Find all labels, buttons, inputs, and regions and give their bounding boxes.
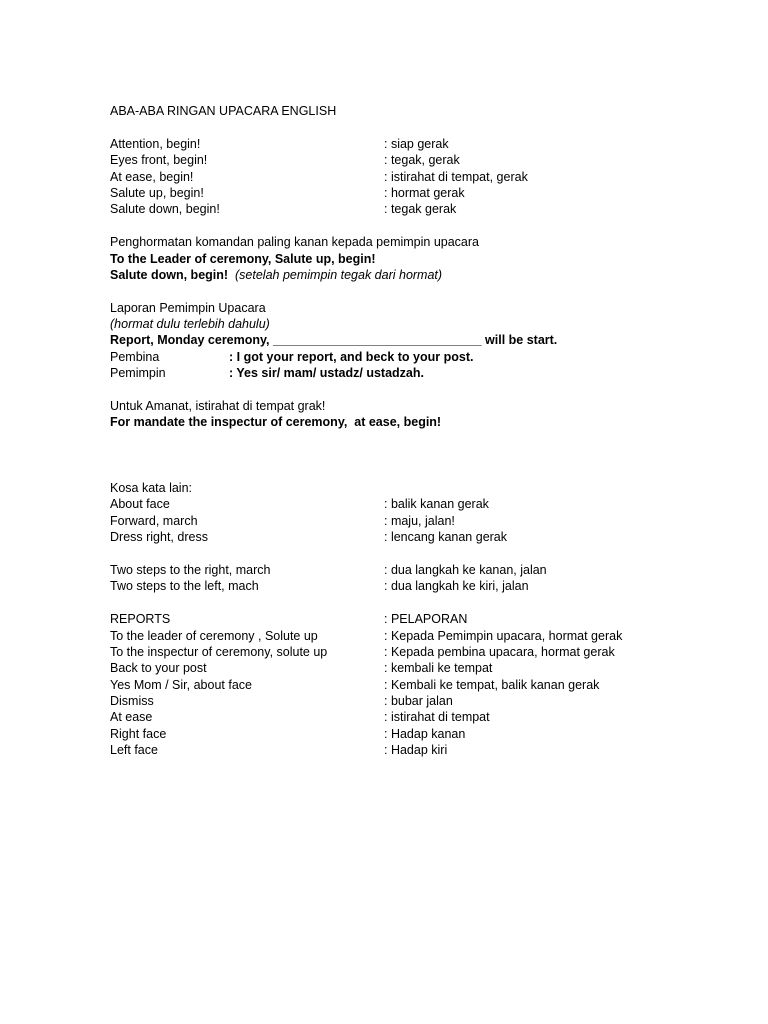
command-id: : siap gerak xyxy=(384,136,449,151)
vocab-en: Left face xyxy=(110,743,158,758)
command-en: Salute down, begin! xyxy=(110,202,220,217)
command-id: : tegak gerak xyxy=(384,202,457,217)
command-id: : tegak, gerak xyxy=(384,153,460,168)
document-page xyxy=(110,103,670,759)
pemimpin-label: Pemimpin xyxy=(110,366,166,381)
command-row xyxy=(110,152,670,168)
report-note: (hormat dulu terlebih dahulu) xyxy=(110,317,270,332)
vocab-row xyxy=(110,496,670,512)
vocab-en: To the leader of ceremony , Solute up xyxy=(110,628,318,643)
vocab-row xyxy=(110,513,670,529)
report-line: Report, Monday ceremony, ______________________________ will be start. xyxy=(110,333,558,348)
salute-line-1: To the Leader of ceremony, Salute up, begin! xyxy=(110,251,376,266)
vocab-en: Two steps to the right, march xyxy=(110,562,271,577)
document-title: ABA-ABA RINGAN UPACARA ENGLISH xyxy=(110,104,337,118)
command-en: Eyes front, begin! xyxy=(110,153,208,168)
mandate-line-2: For mandate the inspectur of ceremony, at ease, begin! xyxy=(110,415,442,430)
commands-list xyxy=(110,136,670,218)
vocab-row xyxy=(110,693,670,709)
vocab-id: : kembali ke tempat xyxy=(384,661,493,676)
vocab-id: : bubar jalan xyxy=(384,694,453,709)
vocab-row xyxy=(110,628,670,644)
vocab-row xyxy=(110,709,670,725)
mandate-line-1: Untuk Amanat, istirahat di tempat grak! xyxy=(110,399,326,414)
vocab-id: : lencang kanan gerak xyxy=(384,530,508,545)
vocab-row xyxy=(110,644,670,660)
vocab-group-1 xyxy=(110,496,670,545)
vocab-en: Yes Mom / Sir, about face xyxy=(110,677,252,692)
vocab-en: About face xyxy=(110,497,170,512)
vocab-id: : istirahat di tempat xyxy=(384,710,490,725)
salute-line-2-note: (setelah pemimpin tegak dari hormat) xyxy=(235,267,443,282)
command-en: At ease, begin! xyxy=(110,169,194,184)
vocab-en: Forward, march xyxy=(110,513,198,528)
vocab-id: : Hadap kiri xyxy=(384,743,448,758)
vocab-row xyxy=(110,529,670,545)
vocab-en: Right face xyxy=(110,726,167,741)
vocab-en: At ease xyxy=(110,710,153,725)
vocab-id: : PELAPORAN xyxy=(384,612,468,627)
vocab-group-2 xyxy=(110,562,670,595)
command-row xyxy=(110,136,670,152)
vocab-en: Dismiss xyxy=(110,694,154,709)
vocab-en: Dress right, dress xyxy=(110,530,208,545)
vocab-row xyxy=(110,611,670,627)
command-id: : hormat gerak xyxy=(384,185,465,200)
vocab-row xyxy=(110,677,670,693)
vocab-row xyxy=(110,578,670,594)
vocab-row xyxy=(110,742,670,758)
pembina-text: : I got your report, and beck to your post. xyxy=(229,349,474,364)
vocab-id: : Kembali ke tempat, balik kanan gerak xyxy=(384,677,600,692)
pemimpin-row xyxy=(110,365,670,381)
vocab-group-3 xyxy=(110,611,670,759)
pemimpin-text: : Yes sir/ mam/ ustadz/ ustadzah. xyxy=(229,366,424,381)
vocab-heading: Kosa kata lain: xyxy=(110,481,192,495)
vocab-row xyxy=(110,726,670,742)
command-en: Attention, begin! xyxy=(110,136,201,151)
vocab-id: : balik kanan gerak xyxy=(384,497,489,512)
pembina-row xyxy=(110,349,670,365)
salute-heading: Penghormatan komandan paling kanan kepada pemimpin upacara xyxy=(110,235,480,250)
vocab-id: : Kepada pembina upacara, hormat gerak xyxy=(384,644,615,659)
salute-line-2-command: Salute down, begin! xyxy=(110,267,229,282)
report-heading: Laporan Pemimpin Upacara xyxy=(110,300,266,315)
command-id: : istirahat di tempat, gerak xyxy=(384,169,528,184)
command-row xyxy=(110,201,670,217)
vocab-id: : Kepada Pemimpin upacara, hormat gerak xyxy=(384,628,623,643)
vocab-en: Two steps to the left, mach xyxy=(110,579,259,594)
vocab-id: : dua langkah ke kanan, jalan xyxy=(384,562,547,577)
vocab-en: To the inspectur of ceremony, solute up xyxy=(110,644,328,659)
vocab-id: : maju, jalan! xyxy=(384,513,455,528)
command-row xyxy=(110,169,670,185)
pembina-label: Pembina xyxy=(110,349,160,364)
salute-line-2 xyxy=(110,267,670,283)
command-row xyxy=(110,185,670,201)
vocab-en: REPORTS xyxy=(110,612,171,627)
vocab-row xyxy=(110,660,670,676)
vocab-en: Back to your post xyxy=(110,661,207,676)
vocab-id: : dua langkah ke kiri, jalan xyxy=(384,579,529,594)
command-en: Salute up, begin! xyxy=(110,185,204,200)
vocab-row xyxy=(110,562,670,578)
vocab-id: : Hadap kanan xyxy=(384,726,466,741)
